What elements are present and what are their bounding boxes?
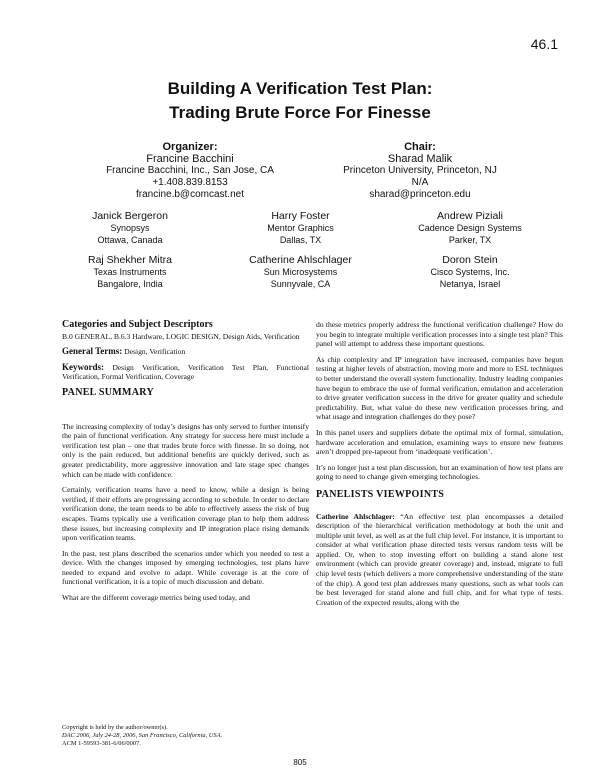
- keywords-text: Design Verification, Verification Test Plan, Functional Verification, Formal Verification, Coverage: [62, 362, 309, 382]
- chair-name: Sharad Malik: [387, 153, 453, 165]
- organizer-affiliation: Francine Bacchini, Inc., San Jose, CA: [106, 165, 274, 176]
- panelist-name: Raj Shekher Mitra: [87, 254, 173, 266]
- chair-affiliation: Princeton University, Princeton, NJ: [343, 165, 497, 176]
- copyright-line: DAC 2006, July 24-28, 2006, San Francisco, California, USA.: [62, 732, 223, 739]
- viewpoint-text: “An effective test plan encompasses a detailed description of the hierarchical verification methodology at both the unit and multiple unit level, as well as at the full chip level. For instance, it is important to consider at what verification phase directed tests versus random tests will be applied. Or, when to stop investing effort on building a stand alone test environment (which can provide greater coverage) and, instead, migrate to full chip level tests (which delivers a more comprehensive understanding of the state of the chip). A good test plan addresses many questions, such as what tools can be best leveraged for stand alone and full chip, and for what type of tests. Creation of the expected results, along with the: [316, 511, 563, 607]
- panelist-card: [218, 254, 383, 290]
- body-paragraph: do these metrics properly address the functional verification challenge? How do you begin to integrate multiple verification processes into a single test plan? This panel will attempt to address these important questions.: [316, 320, 563, 349]
- general-terms-label: General Terms:: [62, 346, 123, 357]
- organizer-block: [80, 141, 300, 201]
- body-paragraph: In this panel users and suppliers debate the optimal mix of formal, simulation, hardware acceleration and emulation, examining ways to ensure new features aren’t dropped pre-tapeout from ‘inadequate verification’.: [316, 427, 563, 457]
- panelist-location: Parker, TX: [448, 234, 492, 245]
- session-number: 46.1: [530, 36, 558, 52]
- panel-summary-heading: PANEL SUMMARY: [62, 386, 154, 398]
- panelist-card: [45, 254, 215, 290]
- chair-email: sharad@princeton.edu: [369, 189, 471, 200]
- title-line-2: Trading Brute Force For Finesse: [169, 103, 431, 122]
- general-terms-text: Design, Verification: [124, 347, 186, 357]
- body-paragraph: As chip complexity and IP integration have increased, companies have begun testing at higher levels of abstraction, moving more and more to ESL techniques to better understand the overall system functionality. Industry leading companies have begun to embrace the use of formal verification, emulation and acceleration to drive greater verification success in the drive for greater quality and schedule predictability. But, what value do these new verification processes bring, and what usage and integration challenges do they pose?: [316, 354, 563, 422]
- panelist-location: Ottawa, Canada: [97, 234, 163, 245]
- panelist-name: Andrew Piziali: [437, 210, 503, 222]
- body-paragraph: What are the different coverage metrics being used today, and: [62, 593, 250, 603]
- panelist-name: Catherine Ahlschlager: [249, 254, 352, 266]
- panelist-company: Cisco Systems, Inc.: [430, 267, 510, 277]
- chair-phone: N/A: [411, 177, 429, 188]
- organizer-name: Francine Bacchini: [146, 153, 234, 165]
- panelist-card: [380, 254, 560, 290]
- panelists-viewpoints-heading: PANELISTS VIEWPOINTS: [316, 488, 445, 500]
- panelist-name: Harry Foster: [271, 210, 330, 222]
- panelist-card: [380, 210, 560, 246]
- left-column: [62, 320, 309, 609]
- panelist-company: Synopsys: [110, 223, 150, 233]
- copyright-line: Copyright is held by the author/owner(s).: [62, 724, 168, 731]
- page-number: 805: [293, 758, 307, 767]
- panelist-company: Mentor Graphics: [267, 223, 334, 233]
- panelist-name: Doron Stein: [442, 254, 498, 266]
- copyright-line: ACM 1-59593-381-6/06/0007.: [62, 740, 141, 747]
- panelist-location: Sunnyvale, CA: [270, 278, 331, 289]
- panelist-location: Bangalore, India: [97, 278, 163, 289]
- body-paragraph: It’s no longer just a test plan discussion, but an examination of how test plans are going to need to change given emerging technologies.: [316, 462, 563, 482]
- body-paragraph: Certainly, verification teams have a need to know, while a design is being verified, if their efforts are progressing according to schedule. In order to declare verification done, the team needs to be able to effectively assess the risk of bug escapes. Teams typically use a verification coverage plan to help them address these issues, but increasing complexity and IP integration place rising demands upon verification teams.: [62, 485, 309, 543]
- keywords-label: Keywords:: [62, 361, 104, 372]
- copyright-notice: [62, 724, 302, 748]
- chair-block: [310, 141, 530, 201]
- title-line-1: Building A Verification Test Plan:: [167, 79, 433, 98]
- panelist-company: Texas Instruments: [93, 267, 167, 277]
- panelist-card: [45, 210, 215, 246]
- categories-heading: Categories and Subject Descriptors: [62, 319, 213, 330]
- chair-role: Chair:: [404, 141, 436, 153]
- organizer-email: francine.b@comcast.net: [136, 189, 244, 200]
- viewpoint-speaker: Catherine Ahlschlager:: [316, 511, 395, 521]
- panelist-company: Cadence Design Systems: [418, 223, 522, 233]
- panelist-location: Dallas, TX: [279, 234, 322, 245]
- body-paragraph: In the past, test plans described the scenarios under which you needed to test a device. With the changes imposed by emerging technologies, test plans have needed to expand and evolve to adapt. While coverage is at the core of functional verification, it is a topic of much discussion and debate.: [62, 548, 309, 587]
- viewpoint-paragraph: [316, 512, 563, 608]
- right-column: [316, 320, 563, 613]
- organizer-role: Organizer:: [162, 141, 218, 153]
- panelist-location: Netanya, Israel: [439, 278, 501, 289]
- body-paragraph: The increasing complexity of today’s designs has only served to further intensify the pain of functional verification. Any strategy for success here must include a verification test plan – one that trades brute force with finesse. In so doing, not only is the pain reduced, but additional benefits are quickly derived, such as greater predictability, more aggressive innovation and late stage spec changes which can be made with confidence.: [62, 421, 309, 479]
- panelist-card: [218, 210, 383, 246]
- panelist-name: Janick Bergeron: [92, 210, 168, 222]
- general-terms: [62, 347, 309, 357]
- keywords: [62, 363, 309, 382]
- categories-text: B.0 GENERAL, B.6.3 Hardware, LOGIC DESIGN, Design Aids, Verification: [62, 331, 300, 341]
- panelist-company: Sun Microsystems: [263, 267, 338, 277]
- organizer-phone: +1.408.839.8153: [152, 177, 228, 188]
